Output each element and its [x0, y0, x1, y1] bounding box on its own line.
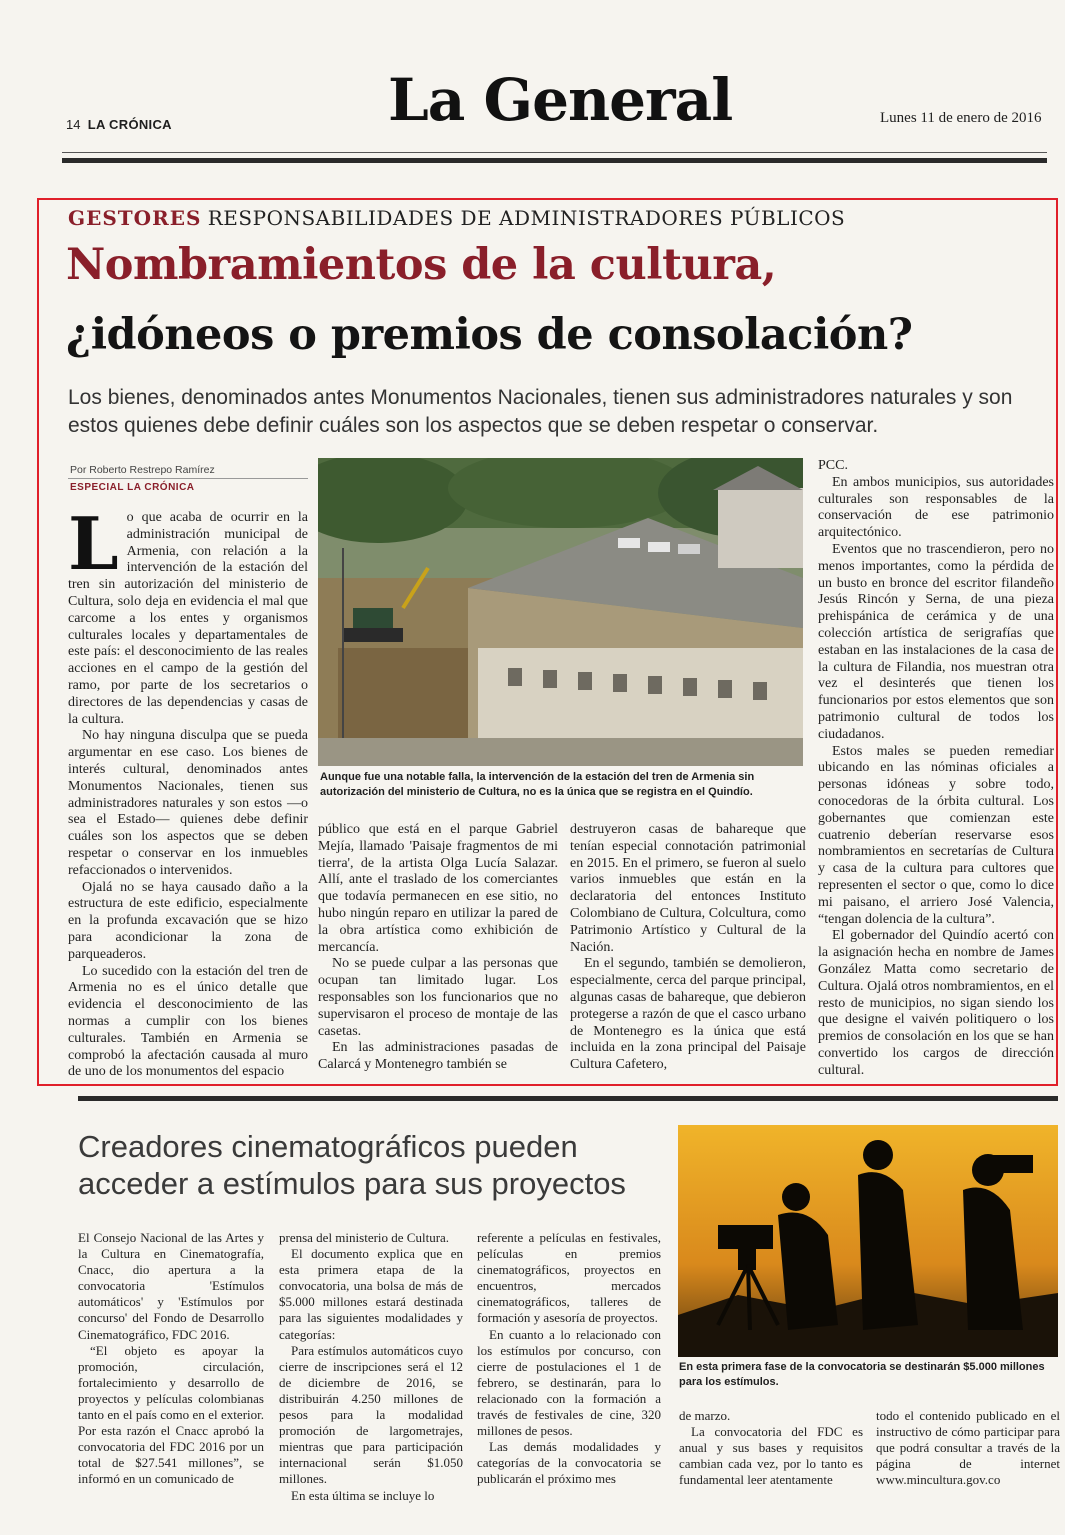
masthead-rule-thin	[62, 152, 1047, 153]
special-label: ESPECIAL LA CRÓNICA	[70, 482, 195, 493]
paragraph: No hay ninguna disculpa que se pueda argumentar en ese caso. Los bienes de interés cultural, denominados antes Monumentos Nacionales, tienen sus administradores naturales y son estos —o sea el Estado— quienes debe definir cuáles son los aspectos que se deben respetar o conservar en los inmuebles refaccionados o intervenidos.	[68, 728, 308, 878]
paragraph: En esta última se incluye lo	[291, 1487, 435, 1503]
filmmakers-photo-caption: En esta primera fase de la convocatoria se destinarán $5.000 millones para los estímulos.	[679, 1361, 1045, 1388]
byline: Por Roberto Restrepo Ramírez	[70, 464, 215, 476]
paragraph: Las demás modalidades y categorías de la convocatoria se publicarán el próximo mes	[477, 1439, 661, 1487]
paragraph: destruyeron casas de bahareque que tenían especial connotación patrimonial en 2015. En el primero, se fueron al suelo varios inmuebles que están en la declaratoria del entonces Instituto Colombiano de Cultura, Colcultura, como Patrimonio Artístico y Cultural de la Nación.	[570, 822, 806, 955]
paragraph: En ambos municipios, sus autoridades culturales son responsables de la conservación de ese patrimonio arquitectónico.	[818, 474, 1054, 541]
article-column-4	[818, 458, 1054, 1079]
section-title: La General	[388, 66, 733, 134]
dropcap: L	[68, 501, 119, 586]
filmmakers-photo	[678, 1125, 1058, 1357]
paper-name: LA CRÓNICA	[87, 117, 172, 132]
paragraph: Para estímulos automáticos cuyo cierre de inscripciones será el 12 de diciembre de 2016, se distribuirán 4.250 millones de pesos para la modalidad promoción de largometrajes, mientras que para participación internacional serán $1.050 millones.	[279, 1342, 463, 1487]
paragraph: referente a películas en festivales, películas en premios cinematográficos, proyectos en encuentros, mercados cinematográficos, talleres de formación y asesoría de proyectos.	[477, 1230, 661, 1326]
paragraph: “El objeto es apoyar la promoción, circulación, fortalecimiento y desarrollo de proyectos y películas colombianas tanto en el país como en el exterior. Por esta razón el Cnacc aprobó la convocatoria del FDC 2016 por un total de $27.541 millones”, se informó en un comunicado de	[78, 1342, 264, 1487]
article-deck: Los bienes, denominados antes Monumentos Nacionales, tienen sus administradores naturales y son estos quienes debe definir cuáles son los aspectos que se deben respetar o conservar.	[68, 386, 1013, 437]
article-column-2	[318, 822, 558, 1074]
issue-date: Lunes 11 de enero de 2016	[880, 110, 1042, 126]
paragraph: En las administraciones pasadas de Calarcá y Montenegro también se	[318, 1040, 558, 1073]
masthead-rule-thick	[62, 158, 1047, 163]
paragraph: Ojalá no se haya causado daño a la estructura de este edificio, especialmente en la profunda excavación que se hizo para acondicionar la zona de parqueaderos.	[68, 879, 308, 962]
paragraph: prensa del ministerio de Cultura.	[279, 1230, 450, 1245]
paragraph: de marzo.	[679, 1408, 731, 1423]
paragraph: En cuanto a lo relacionado con los estímulos por concurso, con cierre de postulaciones el 1 de febrero, se destinarán, para lo relacionado con la formación a través de festivales de cine, 320 millones de pesos.	[477, 1326, 661, 1439]
paragraph: Eventos que no trascendieron, pero no menos importantes, como la pérdida de un busto en bronce del escritor filandeño Jesús Rincón y Serna, de una pieza prehispánica de cerámica y de una colección artística de serigrafías que estaban en las instalaciones de la casa de la cultura de Filandia, nos muestran otra vez el desinterés que tienen los funcionarios por estos elementos que son patrimonio cultural de todos los ciudadanos.	[818, 541, 1054, 742]
paragraph: público que está en el parque Gabriel Mejía, llamado 'Paisaje fragmentos de mi tierra', de la artista Olga Lucía Salazar. Allí, ante el traslado de los comerciantes que todavía permanecen en ese sitio, no hubo ningún reparo en utilizar la pared de la obra artística como exhibición de mercancía.	[318, 822, 558, 955]
paragraph: El gobernador del Quindío acertó con la asignación hecha en nombre de James González Matta como secretario de Cultura. Ojalá otros nombramientos, en el resto de municipios, no sigan siendo los que designe el vaivén politiquero o los premios de consolación en los que se han convertido los cargos de dirección cultural.	[818, 928, 1054, 1078]
paragraph: todo el contenido publicado en el instructivo de cómo participar para que podrá consultar a través de la página de internet www.mincultura.gov.co	[876, 1408, 1060, 1488]
second-headline: Creadores cinematográficos pueden acceder a estímulos para sus proyectos	[78, 1129, 626, 1201]
paragraph: Estos males se pueden remediar ubicando en las nóminas oficiales a personas idóneas y sobre todo, conocedoras de la órbita cultural. Los gobernantes que comienzan este cuatrenio deberían reservarse esos nombramientos en secretarías de Cultura y casa de la cultura para cultores que representen el sector o que, como lo dice mi paisano, el arriero José Valencia, “tengan dolencia de la cultura”.	[818, 743, 1054, 927]
kicker-main: GESTORES	[68, 206, 202, 230]
page-folio	[66, 117, 172, 132]
second-column-5	[876, 1408, 1060, 1488]
article-kicker	[68, 206, 845, 230]
article-column-3	[570, 822, 806, 1074]
byline-rule	[68, 478, 308, 479]
second-column-4	[679, 1408, 863, 1488]
headline-line2: ¿idóneos o premios de consolación?	[66, 310, 913, 360]
paragraph: El Consejo Nacional de las Artes y la Cultura en Cinematografía, Cnacc, dio apertura a la convocatoria 'Estímulos automáticos' y 'Estímulos por concurso' del Fondo de Desarrollo Cinematográfico, FDC 2016.	[78, 1230, 264, 1342]
second-column-1	[78, 1230, 264, 1488]
paragraph: En el segundo, también se demolieron, especialmente, cerca del parque principal, algunas casas de bahareque, que debieron protegerse a razón de que el casco urbano de Montenegro es la única que está incluida en la zona principal del Paisaje Cultura Cafetero,	[570, 956, 806, 1073]
headline-line1: Nombramientos de la cultura,	[66, 240, 777, 290]
train-station-photo	[318, 458, 803, 766]
paragraph: PCC.	[818, 458, 848, 473]
paragraph: La convocatoria del FDC es anual y sus bases y requisitos cambian cada vez, por lo tanto es fundamental leer atentamente	[679, 1424, 863, 1488]
second-column-2	[279, 1230, 463, 1504]
article-column-1	[68, 501, 308, 1081]
paragraph: No se puede culpar a las personas que ocupan tan limitado lugar. Los responsables son los funcionarios que no supervisaron el proceso de montaje de las casetas.	[318, 956, 558, 1039]
train-photo-caption: Aunque fue una notable falla, la intervención de la estación del tren de Armenia sin autorización del ministerio de Cultura, no es la única que se registra en el Quindío.	[320, 771, 755, 798]
paragraph: El documento explica que en esta primera etapa de la convocatoria, una bolsa de más de $5.000 millones estará destinada para las siguientes modalidades y categorías:	[279, 1246, 463, 1342]
second-column-3	[477, 1230, 661, 1488]
page-number: 14	[66, 117, 81, 132]
paragraph: Lo sucedido con la estación del tren de Armenia no es el único detalle que evidencia el desconocimiento de las normas a cumplir con los bienes culturales. También en Armenia se comprobó la afectación causada al muro de uno de los monumentos del espacio	[68, 963, 308, 1080]
article-divider	[78, 1096, 1058, 1101]
kicker-sub: RESPONSABILIDADES DE ADMINISTRADORES PÚBLICOS	[207, 206, 846, 230]
paragraph: Lo que acaba de ocurrir en la administración municipal de Armenia, con relación a la intervención de la estación del tren sin autorización del ministerio de Cultura, solo deja en evidencia el mal que carcome a los entes y organismos culturales locales y departamentales de este país: el desconocimiento de las reales acciones en el campo de la gestión del ramo, por parte de los secretarios o directores de las dependencias y casas de la cultura.	[68, 501, 308, 727]
